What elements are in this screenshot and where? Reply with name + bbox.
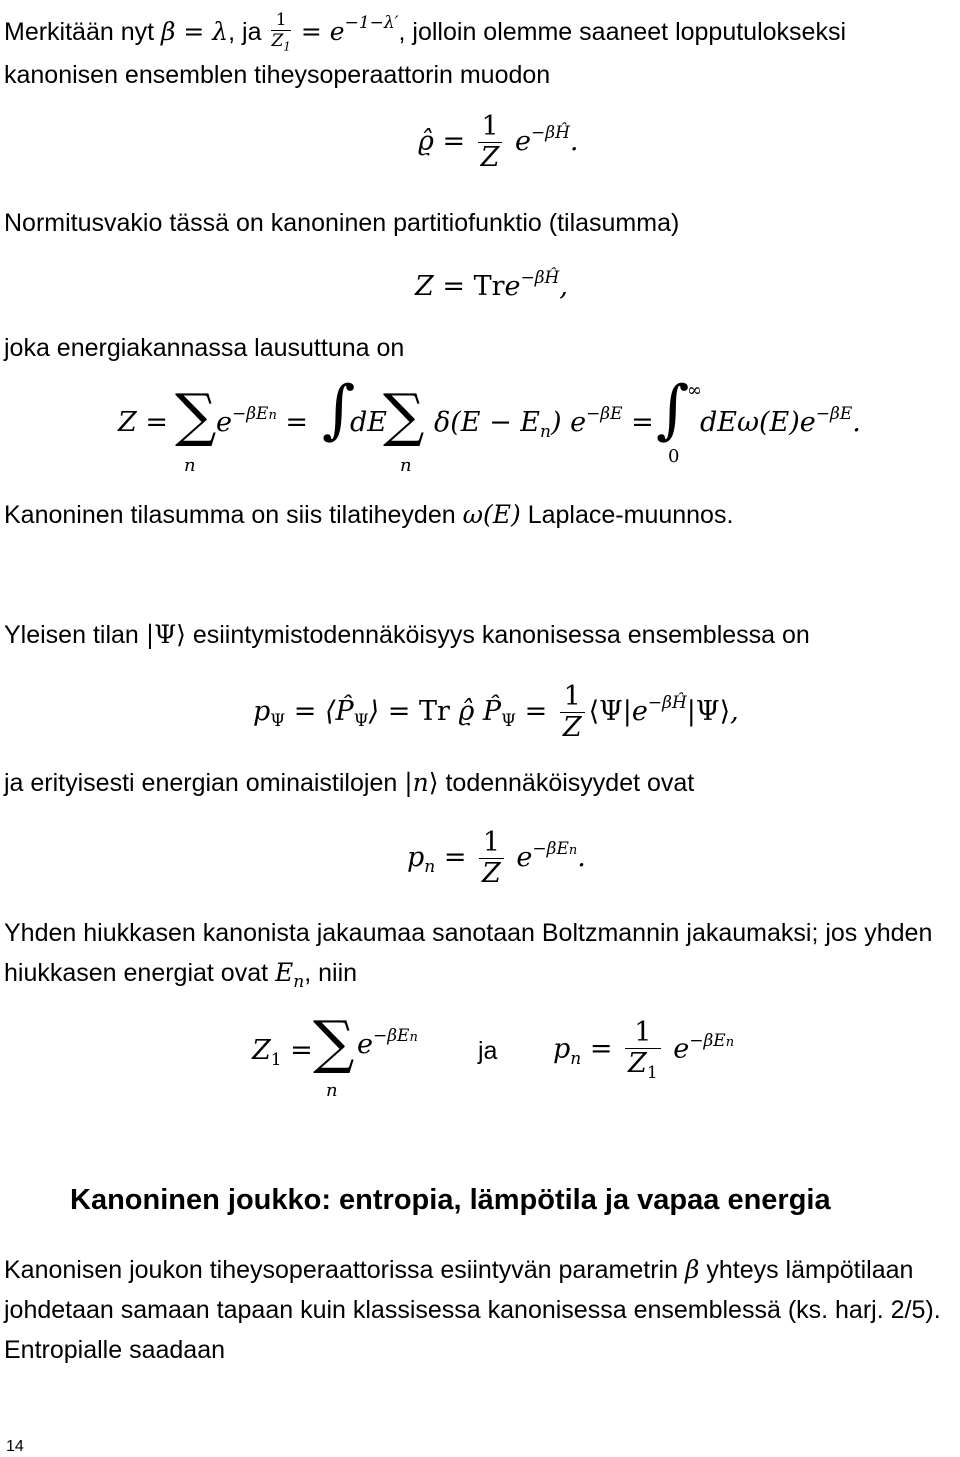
text-segment: esiintymistodennäköisyys kanonisessa ensemblessa on <box>192 621 810 649</box>
text-segment: Kanoninen tilasumma on siis tilatiheyden <box>4 501 456 529</box>
integral-symbol: ∫ <box>322 373 356 447</box>
math-inline: β <box>684 1255 700 1284</box>
sum-symbol: ∑ <box>383 381 425 449</box>
paragraph-entropy-line3: Entropialle saadaan <box>4 1336 225 1364</box>
paragraph-intro-line2: kanonisen ensemblen tiheysoperaattorin muodon <box>4 61 551 89</box>
paragraph-normalization: Normitusvakio tässä on kanoninen partitiofunktio (tilasumma) <box>4 209 680 237</box>
math-inline: $E_n$ <box>275 958 305 992</box>
math-inline: = $e^{-1-\lambda'}$ <box>300 12 399 46</box>
math-inline: ω(E) <box>462 500 521 529</box>
equation-probability-n: $p_n$ = $\frac{1}{Z}$ $e^{-\beta En}$. <box>407 827 586 889</box>
paragraph-boltzmann-line2 <box>4 958 357 991</box>
text-segment: ja erityisesti energian ominaistilojen <box>4 769 398 797</box>
text-segment: , jolloin olemme saaneet lopputulokseksi <box>398 17 847 46</box>
conjunction-ja: ja <box>478 1037 498 1065</box>
paragraph-entropy-line2: johdetaan samaan tapaan kuin klassisessa kanonisessa ensemblessä (ks. harj. 2/5). <box>4 1296 941 1324</box>
text-segment: todennäköisyydet ovat <box>445 769 695 797</box>
equation-partition-function: Z = Tre$^{-\beta Ĥ}$, <box>415 268 568 302</box>
paragraph-intro <box>4 10 846 56</box>
page-number: 14 <box>6 1438 24 1455</box>
equation-probability-psi: $p_\Psi$ = $⟨P̂_\Psi⟩ = Tr$ ϱ̂ $P̂_\Psi$ = $\frac{1}{Z}$ $⟨\Psi|e^{-\beta Ĥ}|\Psi⟩$, <box>253 681 739 743</box>
text-segment: Merkitään nyt <box>4 17 155 46</box>
paragraph-energy-basis: joka energiakannassa lausuttuna on <box>4 334 405 362</box>
math-inline: |n⟩ <box>404 768 439 797</box>
math-inline: β = λ <box>161 16 229 46</box>
sum-symbol: ∑ <box>313 1008 355 1076</box>
text-segment: hiukkasen energiat ovat <box>4 959 269 987</box>
text-segment: , ja <box>228 17 262 46</box>
paragraph-entropy-intro <box>4 1255 913 1285</box>
math-inline: |Ψ⟩ <box>145 620 186 649</box>
text-segment: Kanonisen joukon tiheysoperaattorissa esiintyvän parametrin <box>4 1256 678 1284</box>
document-page: Merkitään nyt β = λ, ja $\frac{1}{Z_1}$ = $e^{-1-\lambda'}$, jolloin olemme saaneet lopputulokseksi kanonisen ensemblen tiheysoperaattorin muodon ϱ̂ = $\frac{1}{Z}$ $e^{-\beta Ĥ}$. Normitusvakio tässä on kanoninen partitiofunktio (tilasumma) Z = Tre$^{-\beta Ĥ}$, joka energiakannassa lausuttuna on Z = ∑ n $e^{-\beta En}$ = ∫ dE ∑ n $\delta(E - E_n)$ $e^{-\beta E}$ = ∫ ∞ 0 $dE\omega(E)e^{-\beta E}$. Kanoninen tilasumma on siis tilatiheyden ω(E) Laplace-muunnos. Yleisen tilan |Ψ⟩ esiintymistodennäköisyys kanonisessa ensemblessa on $p_\Psi$ = $⟨P̂_\Psi⟩ = Tr$ ϱ̂ $P̂_\Psi$ = $\frac{1}{Z}$ $⟨\Psi|e^{-\beta Ĥ}|\Psi⟩$, ja erityisesti energian ominaistilojen |n⟩ todennäköisyydet ovat $p_n$ = $\frac{1}{Z}$ $e^{-\beta En}$. Yhden hiukkasen kanonista jakaumaa sanotaan Boltzmannin jakaumaksi; jos yhden hiukkasen energiat ovat $E_n$, niin $Z_1$ = ∑ n $e^{-\beta En}$ ja $p_n$ = $\frac{1}{Z_1}$ $e^{-\beta En}$ Kanoninen joukko: entropia, lämpötila ja vapaa energia Kanonisen joukon tiheysoperaattorissa esiintyvän parametrin β yhteys lämpötilaan johdetaan samaan tapaan kuin klassisessa kanonisessa ensemblessä (ks. harj. 2/5). Entropialle saadaan 14 <box>4 10 941 1455</box>
section-heading: Kanoninen joukko: entropia, lämpötila ja vapaa energia <box>70 1184 831 1216</box>
paragraph-eigenstates <box>4 768 694 798</box>
math-fraction: $\frac{1}{Z_1}$ <box>271 10 291 54</box>
integral-symbol: ∫ <box>656 373 690 447</box>
text-segment: Laplace-muunnos. <box>527 501 734 529</box>
text-segment: Yleisen tilan <box>4 621 139 649</box>
text-segment: yhteys lämpötilaan <box>706 1256 914 1284</box>
paragraph-general-state <box>4 620 810 650</box>
text-segment: , niin <box>304 959 358 987</box>
paragraph-boltzmann: Yhden hiukkasen kanonista jakaumaa sanotaan Boltzmannin jakaumaksi; jos yhden <box>4 919 933 947</box>
equation-density-operator: ϱ̂ = $\frac{1}{Z}$ $e^{-\beta Ĥ}$. <box>418 111 579 173</box>
sum-symbol: ∑ <box>175 381 217 449</box>
paragraph-laplace <box>4 500 733 530</box>
